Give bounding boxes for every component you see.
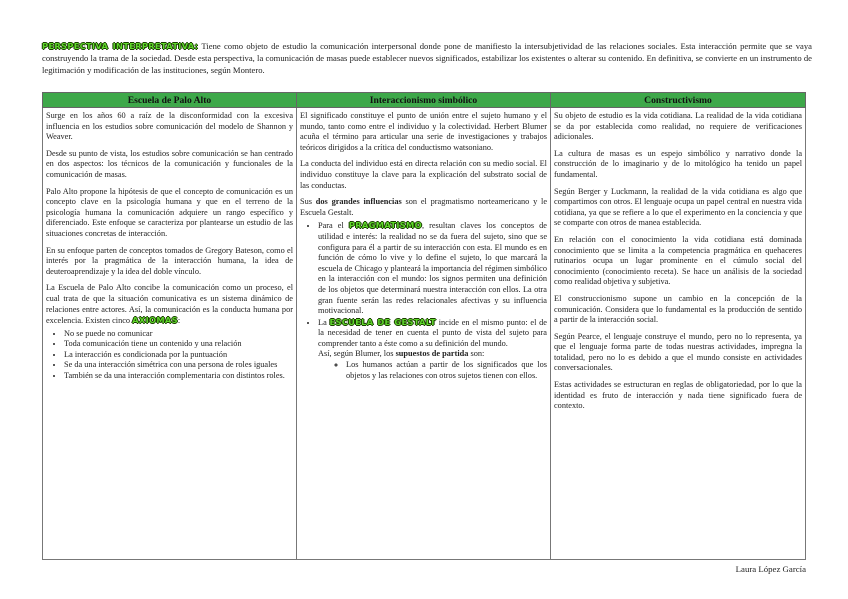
paragraph: La Escuela de Palo Alto concibe la comunicación como un proceso, el cual trata de que la situación comunicativa es un sistema dinámico de relaciones entre actores. Así, la comunicación es la conducta humana por excelencia. Existen cinco AXIOMAS: [46,283,293,326]
perspective-badge: PERSPECTIVA INTERPRETATIVA: [42,41,199,51]
header-palo-alto: Escuela de Palo Alto [43,93,297,108]
pragmatismo-badge: PRAGMATISMO [348,220,422,231]
influences-list [300,220,547,381]
list-item: • La interacción es condicionada por la puntuación [64,350,293,361]
list-item: ◦ Los humanos actúan a partir de los significados que los objetos y las relaciones con otros sujetos tienen con ellos. [346,360,547,381]
paragraph: Su objeto de estudio es la vida cotidiana. La realidad de la vida cotidiana se da por establecida como realidad, no requiere de verificaciones adicionales. [554,111,802,142]
paragraph: Según Berger y Luckmann, la realidad de la vida cotidiana es algo que compartimos con otros. El lenguaje ocupa un papel central en nuestra vida cotidiana, ya que se refiere a lo que el experimento en la conciencia y que se comparte con otros de manea establecida. [554,186,802,228]
axioms-list [46,329,293,382]
paragraph: El significado constituye el punto de unión entre el sujeto humano y el mundo, tanto como entre el individuo y la colectividad. Herbert Blumer acuña el término para articular una serie de investigaciones y trabajos teóricos dirigidos a la crítica del conductismo watsoniano. [300,111,547,152]
theories-table [42,92,806,560]
intro-text: Tiene como objeto de estudio la comunicación interpersonal donde pone de manifiesto la intersubjetividad de las relaciones sociales. Esta interacción permite que se vaya construyendo la trama de la sociedad. Desde esta perspectiva, la comunicación de masas puede establecer nuevos significados, estabilizar los existentes o alterar su contenido. En definitiva, se convierte en un instrumento de legitimación y modificación de las instituciones, según Montero. [42,41,812,75]
list-item: • No se puede no comunicar [64,329,293,340]
list-item: • Para el PRAGMATISMO, resultan claves los conceptos de utilidad e interés: la realidad no se da fuera del sujeto, sino que se configura para él a partir de su interacción con esta. El mundo es en función de cómo lo vive y lo define el sujeto, lo que marcará la escuela de Chicago y planteará la importancia del régimen simbólico en la interacción con el mundo: los signos permiten una definición de los objetos que determinará nuestra interacción con ellos. La otra gran fuente serán las redes relacionales afectivas y su influencia motivacional. [318,220,547,316]
paragraph: Según Pearce, el lenguaje construye el mundo, pero no lo representa, ya que el lenguaje forma parte de todas nuestras actividades, impregna la totalidad, pero no lo es debido a que el mundo consiste en actividades conversacionales. [554,331,802,373]
intro-paragraph [42,40,812,76]
list-item: • Toda comunicación tiene un contenido y una relación [64,339,293,350]
assumptions-list [318,360,547,381]
paragraph: Surge en los años 60 a raíz de la disconformidad con la excesiva influencia en los estudios sobre comunicación del modelo de Shannon y Weaver. [46,111,293,142]
header-interaccionismo: Interaccionismo simbólico [297,93,551,108]
author-signature: Laura López García [735,564,806,574]
paragraph: Estas actividades se estructuran en reglas de obligatoriedad, por lo que la identidad es fruto de interacción y nada tiene significado fuera de contexto. [554,380,802,411]
paragraph: Palo Alto propone la hipótesis de que el concepto de comunicación es un concepto clave en la psicología humana y que en el terreno de la psicología humana la comunicación adquiere un rango específico y diferenciado. Este enfoque se caracteriza por plantearse un estudio de las situaciones concretas de interacción. [46,186,293,238]
header-constructivismo: Constructivismo [551,93,806,108]
list-item: • La ESCUELA DE GESTALT incide en el mismo punto: el de la necesidad de tener en cuenta el punto de vista del sujeto para comprender tanto a éste como a su definición del mundo. Así, según Blumer, los supuestos de partida son: ◦ Los humanos actúan a partir de los significados que los objetos y las relaciones con otros sujetos tienen con ellos. [318,317,547,382]
paragraph: En su enfoque parten de conceptos tomados de Gregory Bateson, como el interés por la pragmática de la interacción humana, la idea de deuteroaprendizaje y la idea del doble vínculo. [46,245,293,276]
paragraph: En relación con el conocimiento la vida cotidiana está dominada conocimiento que se limita a la competencia pragmática en quehaceres rutinarios ocupa un lugar prominente en el cúmulo social del conocimiento (conocimiento receta). Se hace un análisis de la sociedad como realidad objetiva y subjetiva. [554,234,802,287]
list-item: • También se da una interacción complementaria con distintos roles. [64,371,293,382]
gestalt-badge: ESCUELA DE GESTALT [329,316,436,327]
paragraph: La conducta del individuo está en directa relación con su medio social. El individuo constituye la clave para la explicación del substrato social de las conductas. [300,159,547,190]
column-interaccionismo [297,108,551,560]
column-constructivismo [551,108,806,560]
column-palo-alto [43,108,297,560]
list-item: • Se da una interacción simétrica con una persona de roles iguales [64,360,293,371]
axiomas-badge: AXIOMAS [132,315,178,326]
paragraph: La cultura de masas es un espejo simbólico y narrativo donde la construcción de lo imaginario y de lo mitológico ha tenido un papel fundamental. [554,148,802,179]
paragraph: Desde su punto de vista, los estudios sobre comunicación se han centrado en dos aspectos: los técnicos de la comunicación y funcionales de la comunicación de masas. [46,148,293,179]
paragraph: Sus dos grandes influencias son el pragmatismo norteamericano y le Escuela Gestalt. [300,197,548,217]
paragraph: El construccionismo supone un cambio en la concepción de la comunicación. Considera que lo fundamental es la producción de sentido a partir de la interacción social. [554,293,802,325]
